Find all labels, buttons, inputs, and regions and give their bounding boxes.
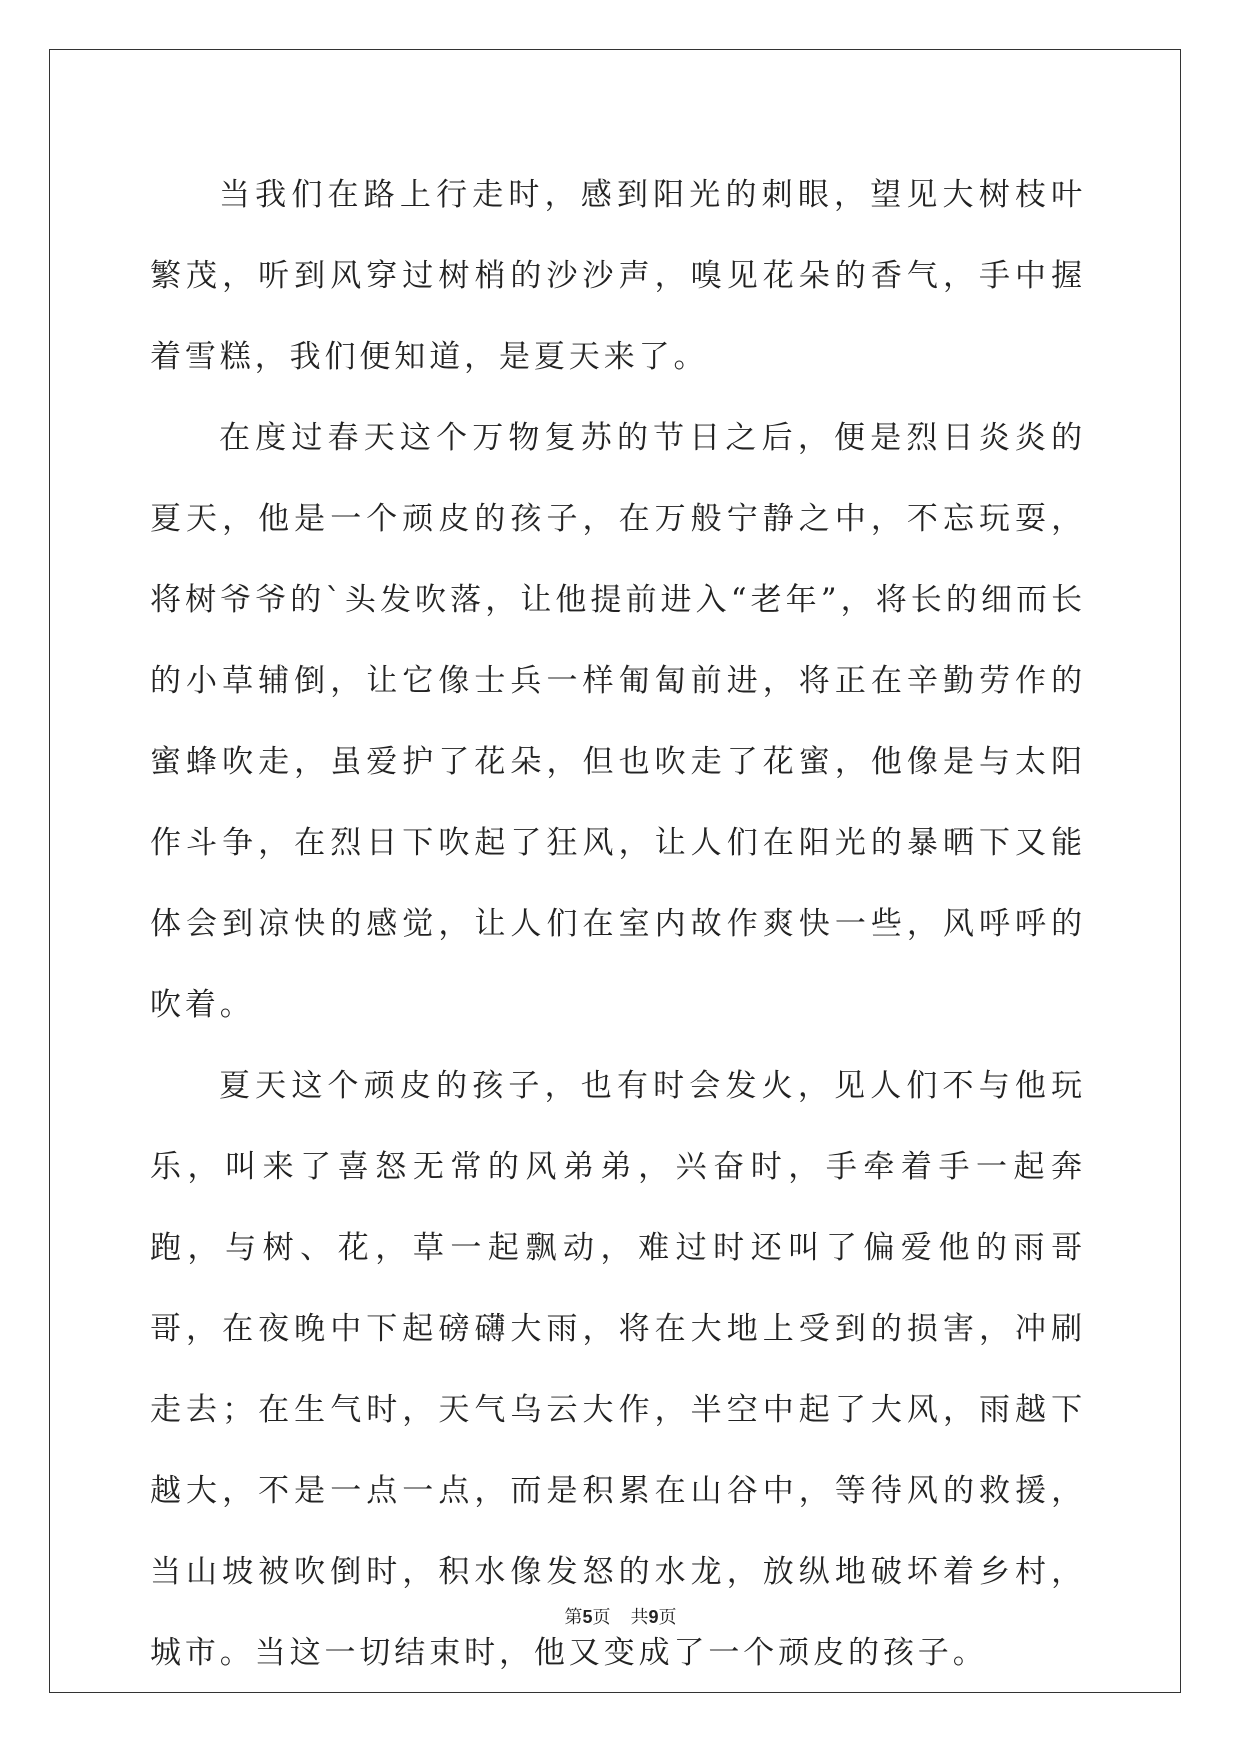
- page-prefix: 第: [564, 1607, 583, 1628]
- paragraph-2: 在度过春天这个万物复苏的节日之后，便是烈日炎炎的夏天，他是一个顽皮的孩子，在万般宁静之中，不忘玩耍，将树爷爷的`头发吹落，让他提前进入“老年”，将长的细而长的小草辅倒，让它像士兵一样匍匐前进，将正在辛勤劳作的蜜蜂吹走，虽爱护了花朵，但也吹走了花蜜，他像是与太阳作斗争，在烈日下吹起了狂风，让人们在阳光的暴晒下又能体会到凉快的感觉，让人们在室内故作爽快一些，风呼呼的吹着。: [150, 420, 1086, 1023]
- total-prefix: 共: [630, 1607, 649, 1628]
- paragraph-1: 当我们在路上行走时，感到阳光的刺眼，望见大树枝叶繁茂，听到风穿过树梢的沙沙声，嗅见花朵的香气，手中握着雪糕，我们便知道，是夏天来了。: [150, 177, 1086, 375]
- total-pages: 9: [648, 1607, 659, 1627]
- document-body: [150, 155, 1086, 1694]
- total-suffix: 页: [658, 1607, 677, 1628]
- page-footer: [0, 1603, 1241, 1629]
- page-suffix: 页: [592, 1607, 611, 1628]
- paragraph-3: 夏天这个顽皮的孩子，也有时会发火，见人们不与他玩乐，叫来了喜怒无常的风弟弟，兴奋时，手牵着手一起奔跑，与树、花，草一起飘动，难过时还叫了偏爱他的雨哥哥，在夜晚中下起磅礴大雨，将在大地上受到的损害，冲刷走去；在生气时，天气乌云大作，半空中起了大风，雨越下越大，不是一点一点，而是积累在山谷中，等待风的救援，当山坡被吹倒时，积水像发怒的水龙，放纵地破坏着乡村，城市。当这一切结束时，他又变成了一个顽皮的孩子。: [150, 1068, 1086, 1671]
- page-number: 5: [582, 1607, 593, 1627]
